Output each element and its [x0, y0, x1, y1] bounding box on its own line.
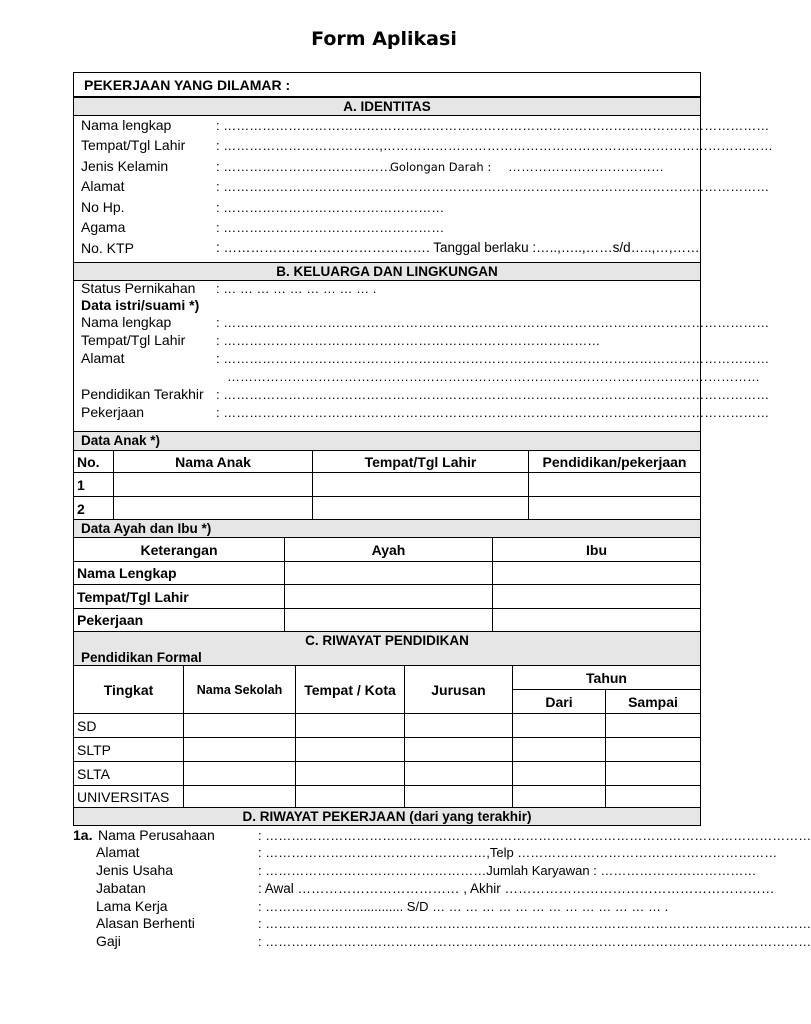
- identitas-nama-field[interactable]: : ………………………………………………………………………………………………………………: [216, 118, 770, 133]
- pend-cell[interactable]: [296, 714, 405, 738]
- ortu-col-keterangan: Keterangan: [74, 538, 285, 562]
- gaji-label: Gaji: [96, 933, 121, 949]
- lama-kerja-field[interactable]: : …………………............. S/D … … … … … … … … … … … … … … .: [258, 899, 669, 914]
- pend-cell[interactable]: [296, 738, 405, 762]
- anak-ttl-cell[interactable]: [313, 473, 529, 497]
- keluarga-alamat-field-2[interactable]: ……………………………………………………………………………………………………………: [227, 369, 760, 384]
- ortu-row-label: Pekerjaan: [74, 609, 285, 632]
- identitas-label-agama: Agama: [81, 219, 126, 235]
- anak-ttl-cell[interactable]: [313, 497, 529, 521]
- anak-row-no: 1: [74, 473, 114, 497]
- status-pernikahan-field[interactable]: : … … … … … … … … … .: [216, 281, 377, 296]
- status-pernikahan-label: Status Pernikahan: [81, 280, 196, 296]
- ayah-cell[interactable]: [285, 609, 493, 632]
- anak-col-pendidikan: Pendidikan/pekerjaan: [529, 451, 701, 473]
- perusahaan-label: Nama Perusahaan: [98, 827, 215, 843]
- jabatan-label: Jabatan: [96, 880, 146, 896]
- keluarga-nama-field[interactable]: : ………………………………………………………………………………………………………………: [216, 315, 770, 330]
- pendidikan-header: [73, 631, 701, 666]
- anak-pendidikan-cell[interactable]: [529, 497, 701, 521]
- ayah-cell[interactable]: [285, 562, 493, 585]
- pk-alamat-field[interactable]: : ……………………………………………,Telp ……………………………………………………: [258, 845, 778, 860]
- ibu-cell[interactable]: [493, 585, 701, 609]
- jenis-usaha-field[interactable]: : ……………………………………………Jumlah Karyawan : ………………………………: [258, 863, 757, 878]
- pekerjaan-num: 1a.: [73, 827, 93, 843]
- jabatan-field[interactable]: : Awal ……………………………… , Akhir ……………………………………………………: [258, 881, 775, 896]
- golongan-darah-label: Golongan Darah :: [390, 160, 492, 174]
- pend-cell[interactable]: [513, 786, 606, 809]
- pend-col-tingkat: Tingkat: [74, 666, 184, 714]
- pend-row-tingkat: SD: [74, 714, 184, 738]
- alasan-berhenti-label: Alasan Berhenti: [96, 915, 195, 931]
- pend-cell[interactable]: [296, 762, 405, 786]
- identitas-agama-field[interactable]: : ……………………………………………: [216, 220, 445, 235]
- identitas-label-ktp: No. KTP: [81, 240, 134, 256]
- table-row: [74, 738, 701, 762]
- pend-cell[interactable]: [606, 738, 701, 762]
- anak-col-no: No.: [74, 451, 114, 473]
- pend-cell[interactable]: [184, 738, 296, 762]
- identitas-label-nama: Nama lengkap: [81, 117, 172, 133]
- lama-kerja-label: Lama Kerja: [96, 898, 168, 914]
- pekerjaan-dilamar-label: PEKERJAAN YANG DILAMAR :: [84, 77, 291, 93]
- keluarga-pendidikan-field[interactable]: : ………………………………………………………………………………………………………………: [216, 387, 770, 402]
- keluarga-ttl-field[interactable]: : ……………………………………………………………………………: [216, 333, 601, 348]
- keluarga-pekerjaan-field[interactable]: : ………………………………………………………………………………………………………………: [216, 405, 770, 420]
- anak-nama-cell[interactable]: [114, 497, 313, 521]
- ibu-cell[interactable]: [493, 562, 701, 585]
- ortu-col-ibu: Ibu: [493, 538, 701, 562]
- identitas-ttl-field[interactable]: : ………………………………,………………………………………………………………………………: [216, 138, 773, 153]
- identitas-ktp-field[interactable]: : ………………………………………. Tanggal berlaku :…..,…..,……s/d…..,…,……: [216, 240, 700, 255]
- pend-cell[interactable]: [513, 738, 606, 762]
- ortu-row-label: Tempat/Tgl Lahir: [74, 585, 285, 609]
- ortu-row-label: Nama Lengkap: [74, 562, 285, 585]
- pend-col-kota: Tempat / Kota: [296, 666, 405, 714]
- ortu-col-ayah: Ayah: [285, 538, 493, 562]
- data-anak-header: Data Anak *): [73, 431, 701, 451]
- pend-col-tahun: Tahun: [513, 666, 701, 690]
- pend-cell[interactable]: [606, 786, 701, 809]
- anak-nama-cell[interactable]: [114, 473, 313, 497]
- jenis-usaha-label: Jenis Usaha: [96, 862, 174, 878]
- table-row: [74, 473, 701, 497]
- table-row: [74, 562, 701, 585]
- anak-pendidikan-cell[interactable]: [529, 473, 701, 497]
- data-ortu-table: [73, 537, 701, 632]
- pend-row-tingkat: UNIVERSITAS: [74, 786, 184, 809]
- identitas-label-hp: No Hp.: [81, 199, 125, 215]
- pend-cell[interactable]: [606, 714, 701, 738]
- table-row: [74, 762, 701, 786]
- identitas-alamat-field[interactable]: : ………………………………………………………………………………………………………………: [216, 179, 770, 194]
- pend-cell[interactable]: [405, 786, 513, 809]
- anak-col-ttl: Tempat/Tgl Lahir: [313, 451, 529, 473]
- data-ortu-header: Data Ayah dan Ibu *): [73, 519, 701, 538]
- pk-alamat-label: Alamat: [96, 844, 140, 860]
- pend-col-sampai: Sampai: [606, 690, 701, 714]
- data-istri-label: Data istri/suami *): [81, 297, 200, 313]
- keluarga-label-pendidikan: Pendidikan Terakhir: [81, 386, 204, 402]
- pend-cell[interactable]: [513, 714, 606, 738]
- identitas-header: A. IDENTITAS: [73, 97, 701, 116]
- pendidikan-formal-label: Pendidikan Formal: [81, 650, 202, 665]
- identitas-label-alamat: Alamat: [81, 178, 125, 194]
- identitas-label-ttl: Tempat/Tgl Lahir: [81, 137, 186, 153]
- keluarga-label-nama: Nama lengkap: [81, 314, 172, 330]
- perusahaan-field[interactable]: : ………………………………………………………………………………………………………………: [258, 828, 811, 843]
- table-row: [74, 714, 701, 738]
- anak-row-no: 2: [74, 497, 114, 521]
- keluarga-label-pekerjaan: Pekerjaan: [81, 404, 145, 420]
- pend-cell[interactable]: [513, 762, 606, 786]
- pend-cell[interactable]: [184, 714, 296, 738]
- keluarga-alamat-field[interactable]: : ………………………………………………………………………………………………………………: [216, 351, 770, 366]
- identitas-hp-field[interactable]: : ……………………………………………: [216, 200, 445, 215]
- table-row: [74, 497, 701, 521]
- ibu-cell[interactable]: [493, 609, 701, 632]
- pend-col-jurusan: Jurusan: [405, 666, 513, 714]
- anak-col-nama: Nama Anak: [114, 451, 313, 473]
- pend-cell[interactable]: [405, 714, 513, 738]
- page-title: Form Aplikasi: [311, 28, 457, 50]
- identitas-label-jk: Jenis Kelamin: [81, 158, 169, 174]
- keluarga-header: B. KELUARGA DAN LINGKUNGAN: [73, 262, 701, 281]
- pend-cell[interactable]: [184, 762, 296, 786]
- pend-col-dari: Dari: [513, 690, 606, 714]
- pend-row-tingkat: SLTP: [74, 738, 184, 762]
- golongan-darah-field[interactable]: ………………………………: [508, 159, 664, 174]
- pendidikan-table: [73, 665, 701, 809]
- alasan-berhenti-field[interactable]: : ………………………………………………………………………………………………………………: [258, 916, 811, 931]
- pend-cell[interactable]: [184, 786, 296, 809]
- pend-cell[interactable]: [606, 762, 701, 786]
- identitas-jk-field[interactable]: : …………………………………: [216, 159, 393, 174]
- gaji-field[interactable]: : ………………………………………………………………………………………………………………: [258, 934, 811, 949]
- table-row: [74, 786, 701, 809]
- table-row: [74, 585, 701, 609]
- table-row: [74, 609, 701, 632]
- data-anak-table: [73, 450, 701, 521]
- keluarga-label-ttl: Tempat/Tgl Lahir: [81, 332, 186, 348]
- pekerjaan-header: D. RIWAYAT PEKERJAAN (dari yang terakhir): [73, 807, 701, 826]
- keluarga-label-alamat: Alamat: [81, 350, 125, 366]
- pend-col-sekolah: Nama Sekolah: [184, 666, 296, 714]
- ayah-cell[interactable]: [285, 585, 493, 609]
- pendidikan-header-title: C. RIWAYAT PENDIDIKAN: [305, 633, 469, 648]
- pend-row-tingkat: SLTA: [74, 762, 184, 786]
- pend-cell[interactable]: [405, 738, 513, 762]
- pend-cell[interactable]: [405, 762, 513, 786]
- pend-cell[interactable]: [296, 786, 405, 809]
